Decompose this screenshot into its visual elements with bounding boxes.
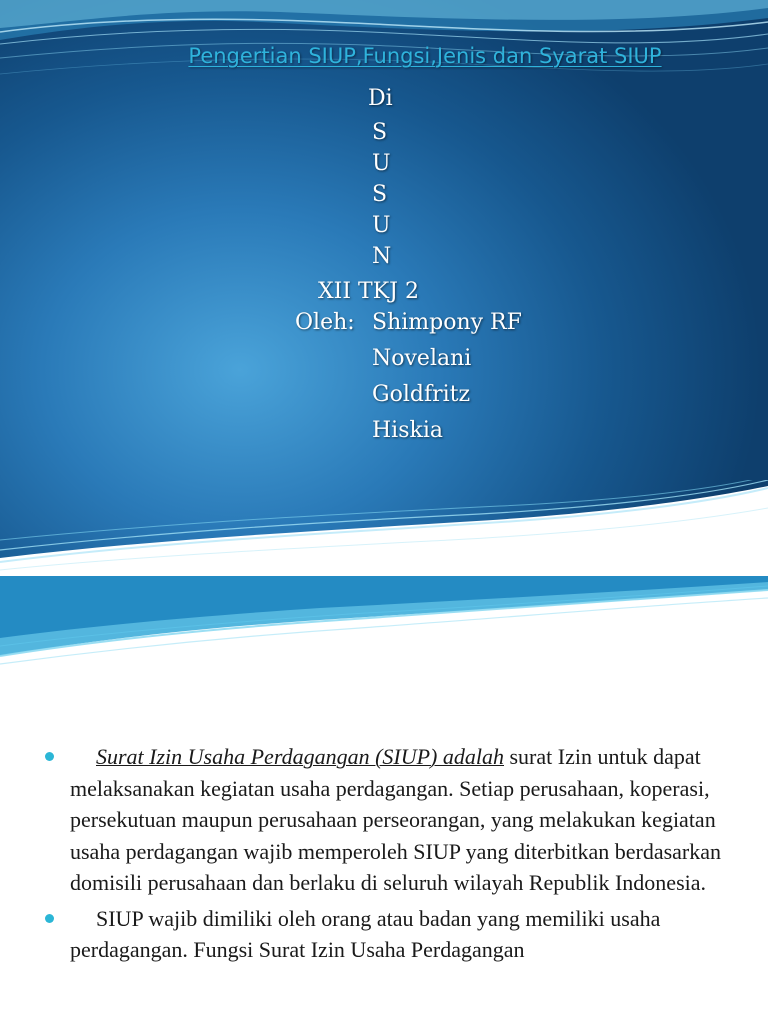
by-label: Oleh:: [295, 310, 355, 335]
paragraph-text: surat Izin untuk dapat melaksanakan kegiatan usaha perdagangan. Setiap perusahaan, koperasi, persekutuan maupun perusahaan perseorangan, yang melakukan kegiatan usaha perdagangan wajib memperoleh SIUP yang diterbitkan berdasarkan domisili perusahaan dan berlaku di seluruh wilayah Republik Indonesia.: [70, 744, 722, 895]
susun-letter: U: [372, 151, 391, 176]
list-item: [70, 741, 730, 899]
defined-term: Surat Izin Usaha Perdagangan (SIUP) adalah: [96, 744, 504, 769]
di-label: Di: [368, 86, 393, 111]
author-name: Novelani: [372, 346, 472, 371]
susun-letter: S: [372, 182, 388, 207]
bullet-list: [70, 741, 730, 970]
author-name: Hiskia: [372, 418, 443, 443]
bullet-marker: [45, 914, 54, 923]
top-wave-decoration: [0, 576, 768, 672]
author-name: Shimpony RF: [372, 310, 522, 335]
content-slide: [0, 576, 768, 1024]
slide-title: Pengertian SIUP,Fungsi,Jenis dan Syarat SIUP: [188, 44, 662, 68]
author-name: Goldfritz: [372, 382, 471, 407]
susun-letter: S: [372, 120, 388, 145]
class-label: XII TKJ 2: [318, 279, 419, 304]
paragraph-text: SIUP wajib dimiliki oleh orang atau badan yang memiliki usaha perdagangan. Fungsi Surat Izin Usaha Perdagangan: [70, 905, 661, 962]
susun-letter: U: [372, 213, 391, 238]
bullet-marker: [45, 752, 54, 761]
list-item: [70, 903, 730, 966]
susun-letter: N: [372, 244, 392, 269]
bottom-wave-decoration: [0, 480, 768, 576]
